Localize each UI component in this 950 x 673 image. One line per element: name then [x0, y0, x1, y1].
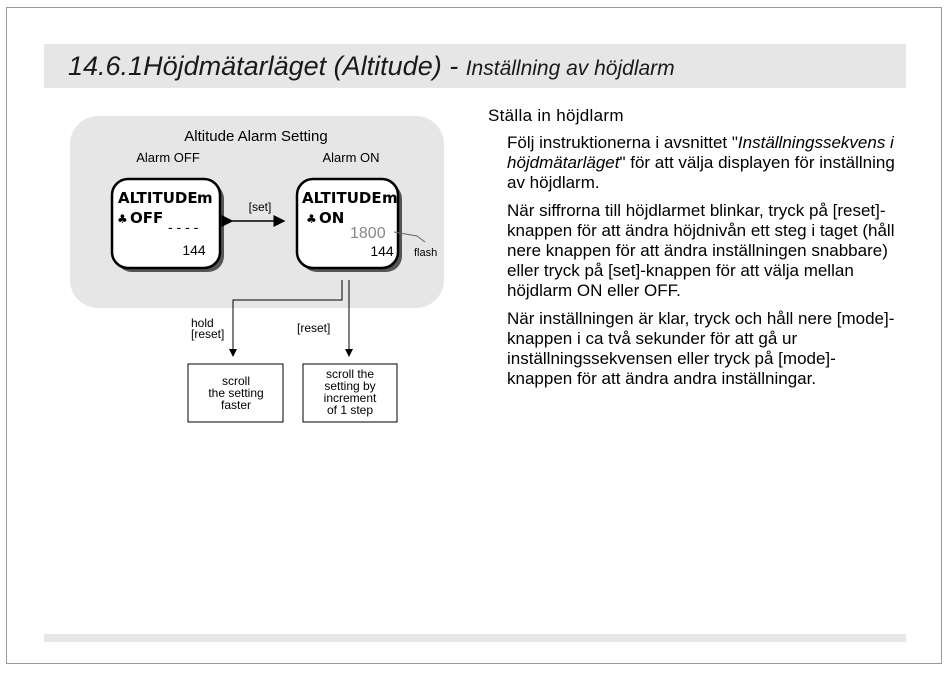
instructions-heading: Ställa in höjdlarm [488, 106, 624, 125]
display-on-altitude: ALTITUDE [302, 189, 382, 207]
footer-bar [44, 634, 906, 642]
scroll-step-line-1: scroll the [325, 367, 375, 381]
display-on-unit: m [382, 189, 398, 207]
instructions [488, 106, 898, 397]
section-title-main: 14.6.1Höjdmätarläget (Altitude) - [68, 51, 459, 81]
diagram-heading: Altitude Alarm Setting [184, 128, 328, 145]
p1-italic: Inställningssekvens i höjdmätarläget [507, 133, 894, 172]
scroll-faster-line-1: scroll [221, 374, 251, 388]
display-off-value: 144 [182, 242, 206, 258]
hold-reset-label: [reset] [191, 327, 225, 341]
section-title [68, 51, 675, 82]
section-title-sub: Inställning av höjdlarm [465, 57, 675, 80]
instructions-paragraph-1 [507, 133, 898, 193]
display-off-altitude: ALTITUDE [118, 189, 198, 207]
scroll-faster-line-2: the setting [208, 386, 264, 400]
scroll-faster-line-3: faster [220, 398, 252, 412]
scroll-step-line-4: of 1 step [326, 403, 374, 417]
set-label: [set] [248, 200, 272, 214]
watch-display-on [297, 179, 402, 272]
display-off-unit: m [197, 189, 213, 207]
alarm-off-label: Alarm OFF [136, 150, 200, 165]
hold-label: hold [191, 316, 214, 330]
alarm-on-label: Alarm ON [322, 150, 380, 165]
display-on-blink-value: 1800 [350, 225, 386, 242]
scroll-step-line-3: increment [323, 391, 377, 405]
watch-display-off [112, 179, 224, 272]
bell-icon: ♣ [306, 212, 317, 226]
altitude-alarm-diagram [60, 110, 460, 440]
instructions-paragraph-3: När inställningen är klar, tryck och håll nere [mode]-knappen i ca två sekunder för att gå ur inställningssekvensen eller tryck på [mode]-knappen för att ändra andra inställningar. [507, 309, 895, 388]
display-on-status: ON [319, 209, 345, 227]
display-off-dashes: - - - - [168, 219, 199, 235]
reset-label: [reset] [297, 321, 331, 335]
p1-before: Följ instruktionerna i avsnittet " [507, 133, 738, 152]
display-on-value: 144 [370, 243, 394, 259]
p1-after: " för att välja displayen för inställning av höjdlarm. [507, 153, 895, 192]
bell-icon: ♣ [117, 212, 128, 226]
section-title-bar [44, 44, 906, 88]
display-off-status: OFF [130, 209, 164, 227]
scroll-step-line-2: setting by [324, 379, 376, 393]
flash-label: flash [414, 247, 438, 259]
instructions-paragraph-2: När siffrorna till höjdlarmet blinkar, tryck på [reset]-knappen för att ändra höjdnivån ett steg i taget (håll nere knappen för att ändra inställningen snabbare) eller tryck på [set]-knappen för att välja mellan höjdlarm ON eller OFF. [507, 201, 895, 300]
